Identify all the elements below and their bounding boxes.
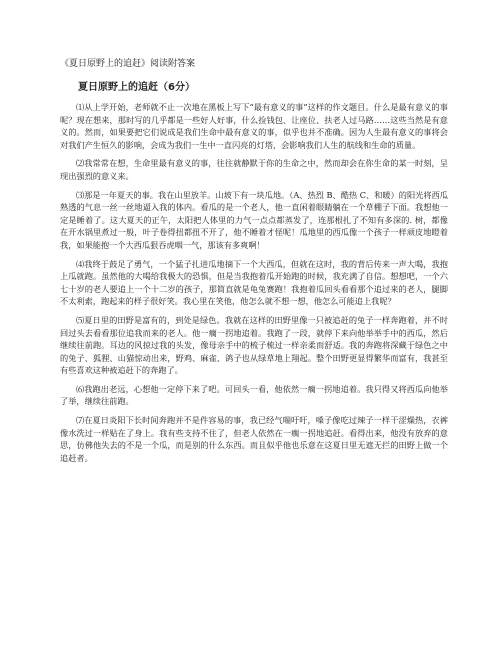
- paragraph-3: ⑶那是一年夏天的事。我在山里放羊。山坡下有一块瓜地。（A、热烈 B、酷热 C、和暖）的阳光将西瓜熟透的气息一丝一丝地逼入我的体内。看瓜的是一个老人，他一直闲着眼睛躺在一个草棚子下面。我想他一定是睡着了。这大夏天的正午，太阳把人体里的力气一点点都蒸发了，连那根扎了不知有多深的. 树，都像在开水锅里煮过一般，叶子卷得扭都扭不开了，他不睡着才怪呢！瓜地里的西瓜像一个孩子一样顽皮地瞪着我，如果能抱一个大西瓜狠吞虎咽一气，那该有多爽啊！: [60, 189, 448, 250]
- paragraph-2: ⑵我常常在想，生命里最有意义的事，往往就静默于你的生命之中，然而却会在你生命的某一时刻，呈现出强烈的意义来。: [60, 158, 448, 181]
- paragraph-7: ⑺在夏日炎阳下长时间奔跑并不是件容易的事，我已经气喘吁吁，嗓子像吃过辣子一样干涩燥热，衣裤像水洗过一样贴在了身上。我有些支持不住了，但老人依然在一瘸一拐地追赶。看得出来，他没有放弃的意思，仿佛他失去的不是一个瓜，而是别的什么东西。而且似乎他也乐意在这夏日里无遮无拦的田野上做一个追赶者。: [60, 415, 448, 463]
- paragraph-6: ⑹我跑出老远，心想他一定停下来了吧。可回头一看，他依然一瘸一拐地追着。我只得又将西瓜向他举了举，继续往前跑。: [60, 383, 448, 407]
- paragraph-4: ⑷我终于鼓足了勇气，一个猛子扎进瓜地摘下一个大西瓜，但就在这时，我的背后传来一声大喝，我抱上瓜就跑。虽然他的大喝给我极大的恐惧，但是当我抱着瓜开始跑的时候，我充满了自信。想想吧，一个六七十岁的老人要追上一个十二岁的孩子，那简直就是龟兔赛跑！我抱着瓜回头看看那个追过来的老人，腿脚不太利索，跑起来的样子很好笑。我心里在笑他，他怎么就不想一想，他怎么可能追上我呢？: [60, 258, 448, 307]
- document-header-title: 《夏日原野上的追赶》阅读附答案: [60, 59, 196, 69]
- paragraph-5: ⑸夏日里的田野是富有的，到处是绿色。我就在这样的田野里像一只被追赶的兔子一样奔跑着，并不时回过头去看看那位追我而来的老人。他一瘸一拐地追着。我跑了一段，就停下来向他举举手中的西瓜，然后继续往前跑。耳边的风掠过我的头发，像母亲手中的梳子梳过一样亲柔而舒适。我的奔跑将深藏于绿色之中的兔子、狐狸、山猫惊动出来，野鸡、麻雀、鸽子也从绿草地上翔起。整个田野更显得繁华而富有，我甚至有些喜欢这种被追赶下的奔跑了。: [60, 314, 448, 376]
- article-title: 夏日原野上的追赶（6分）: [78, 82, 195, 93]
- document-page: [60, 58, 448, 470]
- paragraph-1: ⑴从上学开始，老师就不止一次地在黑板上写下“最有意义的事”这样的作文题目。什么是最有意义的事呢？现在想来，那时写的几乎都是一些好人好事，什么捡钱包、让座位、扶老人过马路……这些当然是有意义的。然而，如果要把它们说成是我们生命中最有意义的事，似乎也并不准确。因为人生最有意义的事将会对我们产生恒久的影响，会成为我们一生中一直闪亮的灯塔，会影响我们人生的航线和生命的质量。: [60, 102, 448, 150]
